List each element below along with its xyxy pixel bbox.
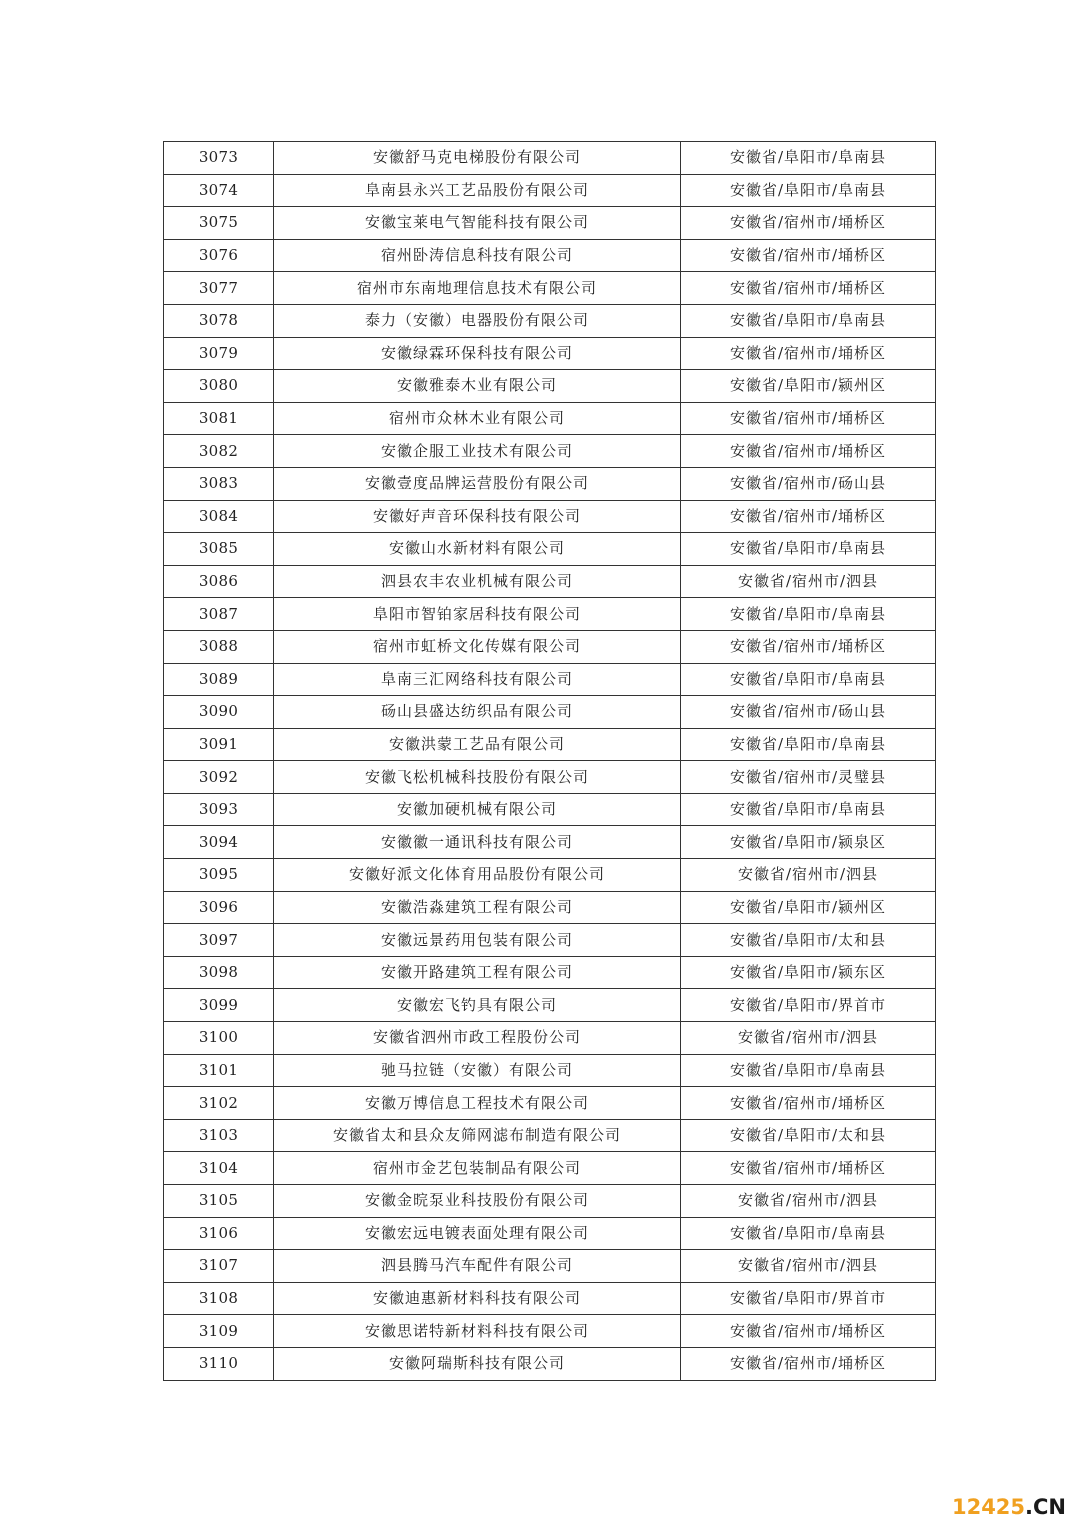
company-name: 泰力（安徽）电器股份有限公司: [274, 304, 681, 337]
region-path: 安徽省/阜阳市/阜南县: [681, 1217, 936, 1250]
region-path: 安徽省/阜阳市/颍州区: [681, 891, 936, 924]
watermark-tld: .CN: [1025, 1495, 1066, 1519]
company-name: 安徽加硬机械有限公司: [274, 793, 681, 826]
table-row: [164, 956, 936, 989]
company-name: 安徽好声音环保科技有限公司: [274, 500, 681, 533]
company-name: 安徽省太和县众友筛网滤布制造有限公司: [274, 1119, 681, 1152]
company-name: 安徽省泗州市政工程股份公司: [274, 1022, 681, 1055]
company-name: 安徽宝莱电气智能科技有限公司: [274, 207, 681, 240]
region-path: 安徽省/宿州市/埇桥区: [681, 207, 936, 240]
row-number: 3092: [164, 761, 274, 794]
region-path: 安徽省/宿州市/泗县: [681, 1185, 936, 1218]
company-name: 安徽阿瑞斯科技有限公司: [274, 1347, 681, 1380]
row-number: 3096: [164, 891, 274, 924]
row-number: 3073: [164, 142, 274, 175]
region-path: 安徽省/阜阳市/颍泉区: [681, 826, 936, 859]
company-name: 安徽浩淼建筑工程有限公司: [274, 891, 681, 924]
table-row: [164, 304, 936, 337]
company-name: 安徽开路建筑工程有限公司: [274, 956, 681, 989]
row-number: 3098: [164, 956, 274, 989]
region-path: 安徽省/宿州市/灵璧县: [681, 761, 936, 794]
company-name: 宿州市金艺包装制品有限公司: [274, 1152, 681, 1185]
company-name: 宿州市虹桥文化传媒有限公司: [274, 630, 681, 663]
table-row: [164, 1282, 936, 1315]
table-row: [164, 1217, 936, 1250]
table-row: [164, 1250, 936, 1283]
region-path: 安徽省/宿州市/埇桥区: [681, 402, 936, 435]
company-name: 阜南三汇网络科技有限公司: [274, 663, 681, 696]
row-number: 3076: [164, 239, 274, 272]
table-row: [164, 1022, 936, 1055]
site-watermark: [952, 1495, 1066, 1519]
region-path: 安徽省/阜阳市/阜南县: [681, 304, 936, 337]
row-number: 3074: [164, 174, 274, 207]
row-number: 3077: [164, 272, 274, 305]
company-name: 安徽绿霖环保科技有限公司: [274, 337, 681, 370]
table-row: [164, 859, 936, 892]
table-row: [164, 565, 936, 598]
row-number: 3075: [164, 207, 274, 240]
row-number: 3093: [164, 793, 274, 826]
company-name: 安徽远景药用包装有限公司: [274, 924, 681, 957]
row-number: 3097: [164, 924, 274, 957]
row-number: 3101: [164, 1054, 274, 1087]
table-row: [164, 630, 936, 663]
region-path: 安徽省/宿州市/埇桥区: [681, 337, 936, 370]
region-path: 安徽省/宿州市/埇桥区: [681, 1315, 936, 1348]
company-name: 安徽徽一通讯科技有限公司: [274, 826, 681, 859]
company-name: 砀山县盛达纺织品有限公司: [274, 696, 681, 729]
row-number: 3082: [164, 435, 274, 468]
table-row: [164, 728, 936, 761]
row-number: 3086: [164, 565, 274, 598]
region-path: 安徽省/宿州市/埇桥区: [681, 1087, 936, 1120]
region-path: 安徽省/宿州市/砀山县: [681, 467, 936, 500]
region-path: 安徽省/阜阳市/阜南县: [681, 533, 936, 566]
row-number: 3104: [164, 1152, 274, 1185]
region-path: 安徽省/阜阳市/颍东区: [681, 956, 936, 989]
table-row: [164, 793, 936, 826]
row-number: 3081: [164, 402, 274, 435]
table-row: [164, 435, 936, 468]
table-row: [164, 891, 936, 924]
region-path: 安徽省/宿州市/泗县: [681, 1022, 936, 1055]
table-row: [164, 598, 936, 631]
table-row: [164, 174, 936, 207]
table-row: [164, 1087, 936, 1120]
region-path: 安徽省/阜阳市/界首市: [681, 1282, 936, 1315]
company-name: 泗县农丰农业机械有限公司: [274, 565, 681, 598]
table-row: [164, 1185, 936, 1218]
region-path: 安徽省/阜阳市/阜南县: [681, 142, 936, 175]
company-name: 宿州卧涛信息科技有限公司: [274, 239, 681, 272]
region-path: 安徽省/阜阳市/阜南县: [681, 598, 936, 631]
region-path: 安徽省/阜阳市/颍州区: [681, 370, 936, 403]
row-number: 3102: [164, 1087, 274, 1120]
row-number: 3107: [164, 1250, 274, 1283]
region-path: 安徽省/阜阳市/阜南县: [681, 174, 936, 207]
row-number: 3094: [164, 826, 274, 859]
table-row: [164, 696, 936, 729]
company-name: 安徽雅泰木业有限公司: [274, 370, 681, 403]
region-path: 安徽省/宿州市/泗县: [681, 565, 936, 598]
row-number: 3105: [164, 1185, 274, 1218]
row-number: 3084: [164, 500, 274, 533]
region-path: 安徽省/宿州市/泗县: [681, 1250, 936, 1283]
row-number: 3088: [164, 630, 274, 663]
row-number: 3099: [164, 989, 274, 1022]
company-name: 安徽企服工业技术有限公司: [274, 435, 681, 468]
table-row: [164, 761, 936, 794]
table-row: [164, 239, 936, 272]
company-list-table: [163, 141, 936, 1381]
row-number: 3089: [164, 663, 274, 696]
region-path: 安徽省/阜阳市/阜南县: [681, 728, 936, 761]
table-row: [164, 1054, 936, 1087]
table-row: [164, 1347, 936, 1380]
company-name: 泗县腾马汽车配件有限公司: [274, 1250, 681, 1283]
row-number: 3108: [164, 1282, 274, 1315]
region-path: 安徽省/阜阳市/阜南县: [681, 663, 936, 696]
row-number: 3109: [164, 1315, 274, 1348]
table-row: [164, 924, 936, 957]
watermark-digits: 12425: [951, 1495, 1026, 1519]
region-path: 安徽省/阜阳市/阜南县: [681, 793, 936, 826]
table-row: [164, 826, 936, 859]
table-row: [164, 467, 936, 500]
company-name: 安徽宏远电镀表面处理有限公司: [274, 1217, 681, 1250]
row-number: 3085: [164, 533, 274, 566]
company-name: 驰马拉链（安徽）有限公司: [274, 1054, 681, 1087]
table-row: [164, 142, 936, 175]
company-name: 阜南县永兴工艺品股份有限公司: [274, 174, 681, 207]
row-number: 3103: [164, 1119, 274, 1152]
row-number: 3079: [164, 337, 274, 370]
company-name: 安徽飞松机械科技股份有限公司: [274, 761, 681, 794]
company-name: 安徽壹度品牌运营股份有限公司: [274, 467, 681, 500]
row-number: 3087: [164, 598, 274, 631]
company-name: 安徽金晥泵业科技股份有限公司: [274, 1185, 681, 1218]
row-number: 3091: [164, 728, 274, 761]
table-row: [164, 1152, 936, 1185]
company-name: 宿州市众林木业有限公司: [274, 402, 681, 435]
region-path: 安徽省/阜阳市/界首市: [681, 989, 936, 1022]
row-number: 3090: [164, 696, 274, 729]
region-path: 安徽省/阜阳市/阜南县: [681, 1054, 936, 1087]
region-path: 安徽省/阜阳市/太和县: [681, 924, 936, 957]
company-name: 安徽舒马克电梯股份有限公司: [274, 142, 681, 175]
region-path: 安徽省/宿州市/砀山县: [681, 696, 936, 729]
row-number: 3100: [164, 1022, 274, 1055]
company-name: 安徽迪惠新材料科技有限公司: [274, 1282, 681, 1315]
row-number: 3110: [164, 1347, 274, 1380]
table-body: [164, 142, 936, 1381]
region-path: 安徽省/宿州市/埇桥区: [681, 1347, 936, 1380]
region-path: 安徽省/宿州市/埇桥区: [681, 500, 936, 533]
table-row: [164, 337, 936, 370]
row-number: 3080: [164, 370, 274, 403]
region-path: 安徽省/宿州市/埇桥区: [681, 630, 936, 663]
table-row: [164, 402, 936, 435]
company-name: 阜阳市智铂家居科技有限公司: [274, 598, 681, 631]
table-row: [164, 370, 936, 403]
region-path: 安徽省/宿州市/埇桥区: [681, 435, 936, 468]
row-number: 3095: [164, 859, 274, 892]
company-name: 安徽好派文化体育用品股份有限公司: [274, 859, 681, 892]
row-number: 3083: [164, 467, 274, 500]
table-row: [164, 989, 936, 1022]
table-row: [164, 272, 936, 305]
table-row: [164, 663, 936, 696]
table-row: [164, 533, 936, 566]
table-row: [164, 1315, 936, 1348]
company-name: 宿州市东南地理信息技术有限公司: [274, 272, 681, 305]
company-name: 安徽洪蒙工艺品有限公司: [274, 728, 681, 761]
region-path: 安徽省/宿州市/泗县: [681, 859, 936, 892]
company-name: 安徽宏飞钓具有限公司: [274, 989, 681, 1022]
table-row: [164, 1119, 936, 1152]
company-name: 安徽山水新材料有限公司: [274, 533, 681, 566]
row-number: 3078: [164, 304, 274, 337]
region-path: 安徽省/阜阳市/太和县: [681, 1119, 936, 1152]
row-number: 3106: [164, 1217, 274, 1250]
table-row: [164, 500, 936, 533]
region-path: 安徽省/宿州市/埇桥区: [681, 272, 936, 305]
company-name: 安徽思诺特新材料科技有限公司: [274, 1315, 681, 1348]
company-name: 安徽万博信息工程技术有限公司: [274, 1087, 681, 1120]
region-path: 安徽省/宿州市/埇桥区: [681, 239, 936, 272]
region-path: 安徽省/宿州市/埇桥区: [681, 1152, 936, 1185]
table-row: [164, 207, 936, 240]
